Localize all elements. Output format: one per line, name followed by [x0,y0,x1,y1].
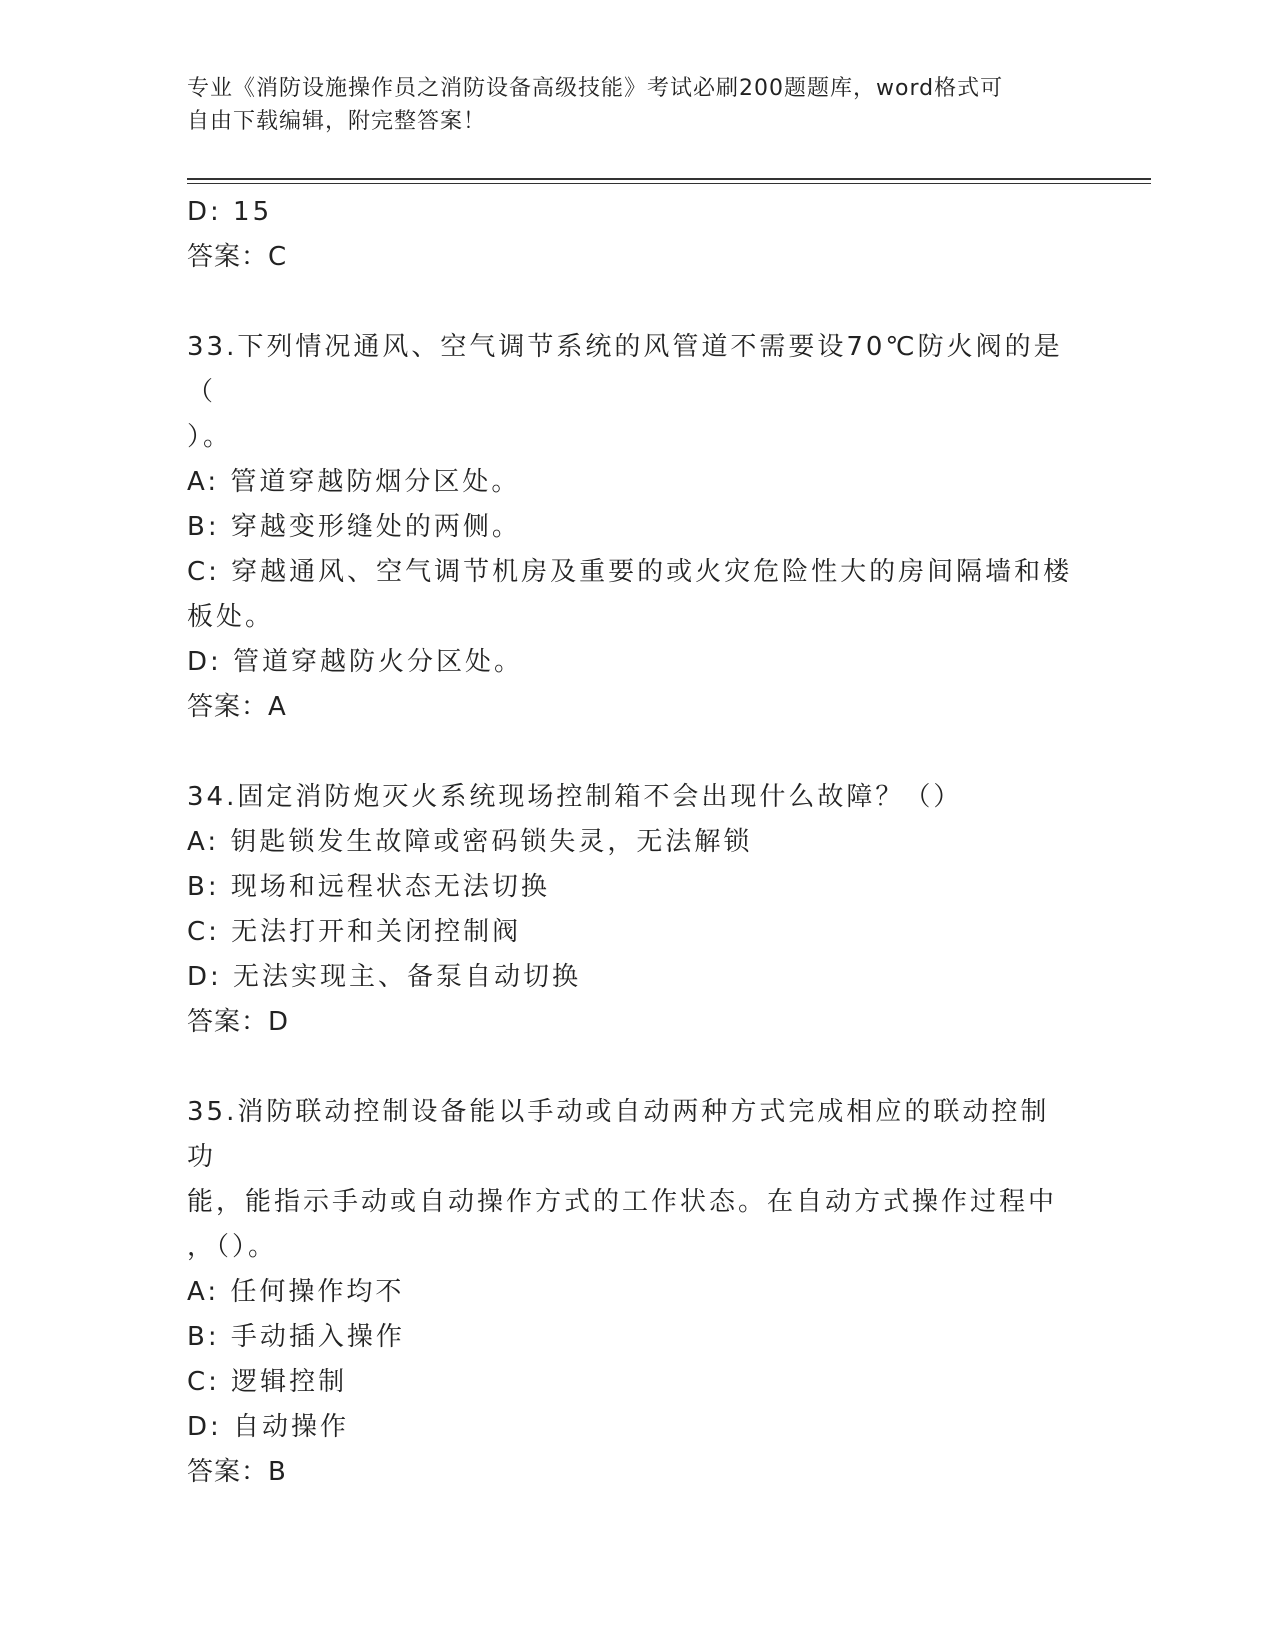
document-header [187,72,1067,138]
option-b: B: 现场和远程状态无法切换 [187,872,550,902]
question-35 [187,1090,1077,1495]
option-d: D: 管道穿越防火分区处。 [187,647,524,677]
option-a: A: 钥匙锁发生故障或密码锁失灵，无法解锁 [187,827,753,857]
answer: 答案：A [187,692,287,722]
answer: 答案：D [187,1007,290,1037]
option-d: D: 无法实现主、备泵自动切换 [187,962,582,992]
question-stem: 35.消防联动控制设备能以手动或自动两种方式完成相应的联动控制功 [187,1097,1050,1172]
question-stem-continued: 能，能指示手动或自动操作方式的工作状态。在自动方式操作过程中 [187,1187,1058,1217]
option-b: B: 手动插入操作 [187,1322,405,1352]
question-stem: 33.下列情况通风、空气调节系统的风管道不需要设70℃防火阀的是（ [187,332,1063,407]
question-stem: 34.固定消防炮灭火系统现场控制箱不会出现什么故障？（） [187,782,963,812]
question-34 [187,775,1077,1045]
header-line-1: 专业《消防设施操作员之消防设备高级技能》考试必刷200题题库，word格式可 [187,76,1004,101]
header-rule-thick [187,178,1151,180]
option-c: C: 逻辑控制 [187,1367,348,1397]
spacer [187,730,1077,775]
option-d: D: 自动操作 [187,1412,350,1442]
option-d: D: 15 [187,197,273,227]
spacer [187,280,1077,325]
spacer [187,1045,1077,1090]
document-body [187,190,1077,1495]
question-33 [187,325,1077,730]
option-b: B: 穿越变形缝处的两侧。 [187,512,521,542]
option-c: C: 穿越通风、空气调节机房及重要的或火灾危险性大的房间隔墙和楼 [187,557,1073,587]
question-stem-continued: ）。 [187,422,233,452]
header-line-2: 自由下载编辑，附完整答案！ [187,109,487,134]
option-c-continued: 板处。 [187,602,275,632]
previous-question-tail [187,190,1077,280]
answer: 答案：B [187,1457,287,1487]
option-c: C: 无法打开和关闭控制阀 [187,917,522,947]
header-rule-thin [187,183,1151,184]
option-a: A: 任何操作均不 [187,1277,405,1307]
option-a: A: 管道穿越防烟分区处。 [187,467,521,497]
answer: 答案：C [187,242,288,272]
question-stem-continued: ，（）。 [187,1232,278,1262]
